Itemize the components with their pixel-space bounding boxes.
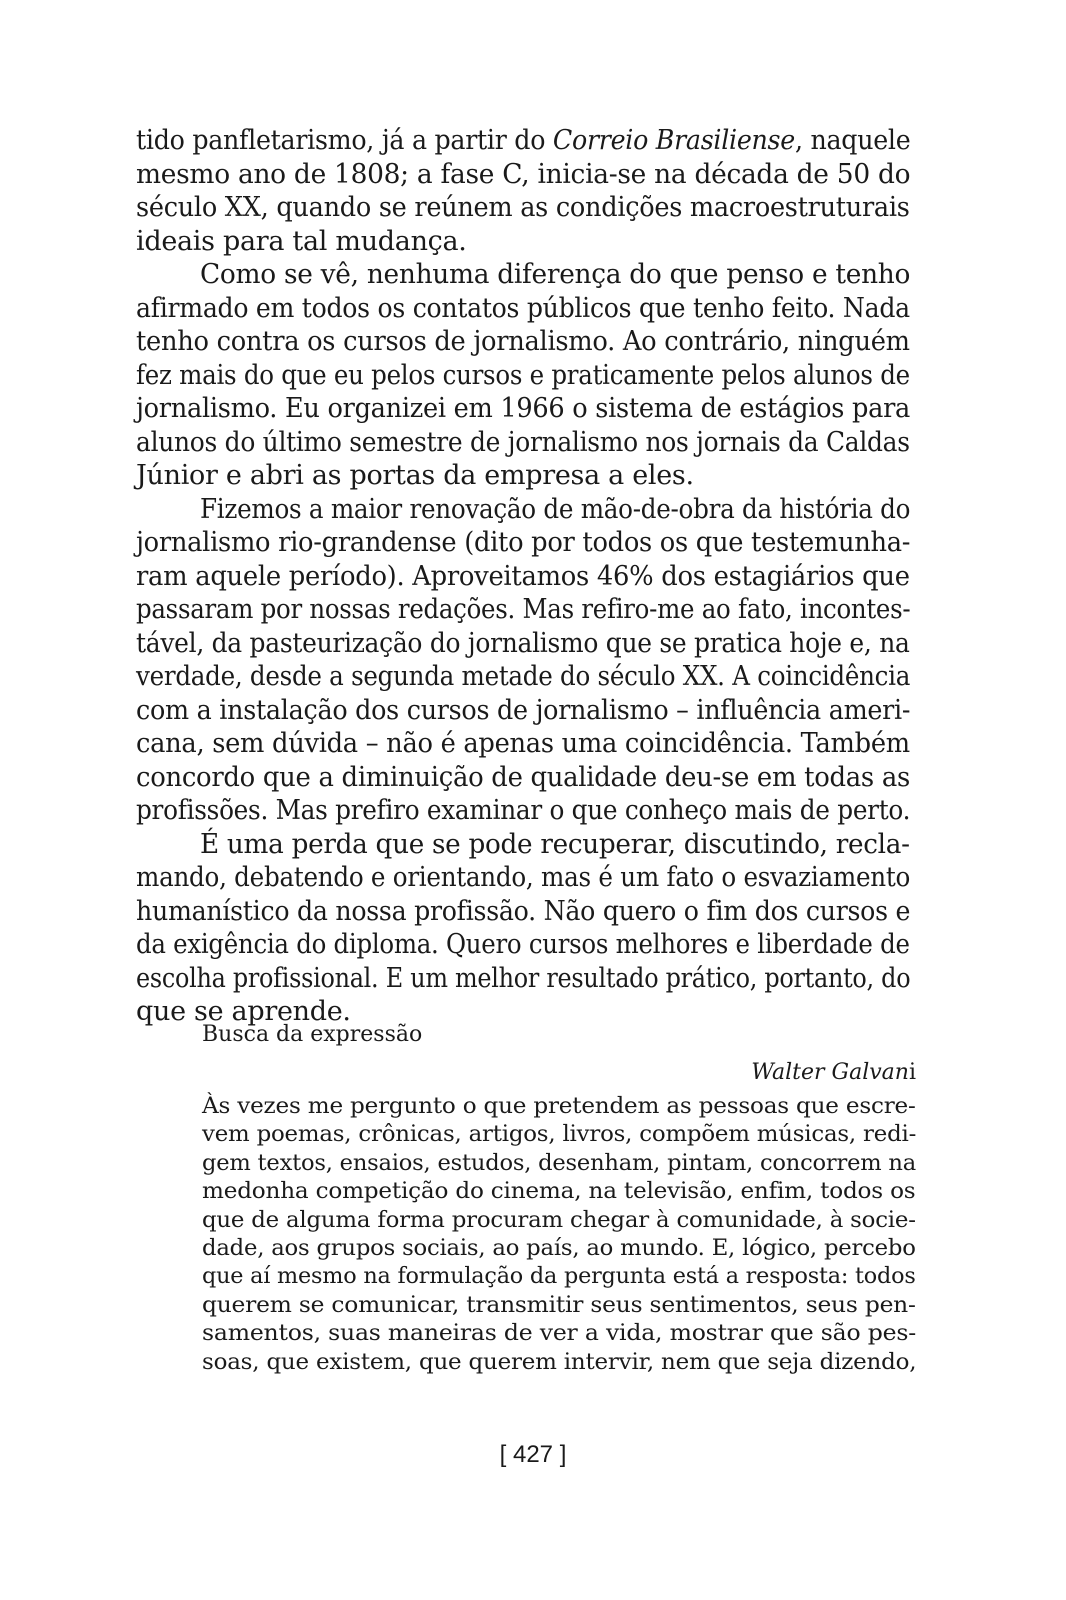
body-text-segment: verdade, desde a segunda metade do século XX. A coincidência <box>136 661 911 692</box>
body-text-segment: com a instalação dos cursos de jornalismo – influência ameri- <box>136 694 911 726</box>
section-title: Busca da expressão <box>202 1022 423 1047</box>
body-line <box>136 158 910 192</box>
body-line <box>136 426 910 460</box>
body-line <box>136 325 910 359</box>
body-line <box>136 694 910 728</box>
body-text-segment: da exigência do diploma. Quero cursos melhores e liberdade de <box>136 929 910 960</box>
body-line <box>200 493 910 527</box>
author-name: Walter Galvan <box>751 1060 909 1085</box>
body-line <box>136 593 910 627</box>
body-line <box>136 962 910 996</box>
italic-title-text: Correio Brasiliense <box>552 125 795 156</box>
body-line <box>136 124 910 158</box>
body-line <box>136 560 910 594</box>
body-text-segment: tenho contra os cursos de jornalismo. Ao contrário, ninguém <box>136 326 910 357</box>
body-line <box>136 761 910 795</box>
body-text-segment: concordo que a diminuição de qualidade deu-se em todas as <box>136 761 910 793</box>
body-line <box>136 392 910 426</box>
body-line <box>136 526 910 560</box>
body-line <box>136 794 910 828</box>
body-line <box>136 459 694 493</box>
body-text-segment: século XX, quando se reúnem as condições macroestruturais <box>136 192 910 223</box>
body-text-segment: profissões. Mas prefiro examinar o que conheço mais de perto. <box>136 795 911 826</box>
body-line <box>136 225 467 259</box>
body-line <box>136 861 910 895</box>
quote-line: soas, que existem, que querem intervir, nem que seja dizendo, <box>202 1349 917 1375</box>
body-text-segment: tável, da pasteurização do jornalismo que se pratica hoje e, na <box>136 627 910 659</box>
quote-line: samentos, suas maneiras de ver a vida, mostrar que são pes- <box>202 1321 916 1347</box>
quote-author <box>751 1058 916 1088</box>
body-text-segment: jornalismo. Eu organizei em 1966 o sistema de estágios para <box>136 393 911 424</box>
body-line <box>136 727 910 761</box>
quote-line: medonha competição do cinema, na televisão, enfim, todos os <box>202 1179 916 1205</box>
body-line <box>136 627 910 661</box>
quote-line: gem textos, ensaios, estudos, desenham, pintam, concorrem na <box>202 1150 916 1176</box>
body-text-segment: cana, sem dúvida – não é apenas uma coincidência. Também <box>136 728 910 759</box>
quote-line: querem se comunicar, transmitir seus sentimentos, seus pen- <box>202 1292 916 1318</box>
body-text-segment: Júnior e abri as portas da empresa a eles. <box>136 460 694 491</box>
body-line <box>136 191 910 225</box>
body-text-segment: mando, debatendo e orientando, mas é um fato o esvaziamento <box>136 862 910 893</box>
body-line <box>136 660 910 694</box>
page-number: [ 427 ] <box>499 1441 567 1468</box>
body-text-segment: alunos do último semestre de jornalismo nos jornais da Caldas <box>136 426 910 458</box>
body-text-segment: É uma perda que se pode recuperar, discutindo, recla- <box>200 828 910 860</box>
body-text-segment: mesmo ano de 1808; a fase C, inicia-se na década de 50 do <box>136 158 911 190</box>
author-name-tail: i <box>908 1060 916 1085</box>
body-line <box>136 895 910 929</box>
quote-line: vem poemas, crônicas, artigos, livros, compõem músicas, redi- <box>202 1122 917 1148</box>
body-text-segment: ram aquele período). Aproveitamos 46% dos estagiários que <box>136 560 910 592</box>
body-text-segment: passaram por nossas redações. Mas refiro-me ao fato, incontes- <box>136 594 911 625</box>
quote-line: Às vezes me pergunto o que pretendem as pessoas que escre- <box>202 1094 916 1119</box>
body-text-segment: tido panfletarismo, já a partir do <box>136 125 553 156</box>
quote-line: que aí mesmo na formulação da pergunta está a resposta: todos <box>202 1264 916 1290</box>
body-text-segment: fez mais do que eu pelos cursos e praticamente pelos alunos de <box>136 359 910 391</box>
body-text-segment: humanístico da nossa profissão. Não quero o fim dos cursos e <box>136 895 911 927</box>
body-text-segment: Como se vê, nenhuma diferença do que penso e tenho <box>200 259 911 290</box>
body-line <box>136 292 910 326</box>
quote-line: que de alguma forma procuram chegar à comunidade, à socie- <box>202 1207 916 1233</box>
body-text-segment: ideais para tal mudança. <box>136 225 467 257</box>
body-text-segment: Fizemos a maior renovação de mão-de-obra da história do <box>200 493 911 525</box>
body-text-segment: escolha profissional. E um melhor resultado prático, portanto, do <box>136 962 911 994</box>
body-text-segment: jornalismo rio-grandense (dito por todos os que testemunha- <box>136 527 911 558</box>
body-text-segment: , naquele <box>794 125 911 156</box>
body-line <box>200 828 910 862</box>
body-line <box>136 928 910 962</box>
body-text-segment: que se aprende. <box>136 996 351 1027</box>
body-line <box>200 258 910 292</box>
quote-line: dade, aos grupos sociais, ao país, ao mundo. E, lógico, percebo <box>202 1236 916 1261</box>
body-line <box>136 359 910 393</box>
body-text-segment: afirmado em todos os contatos públicos que tenho feito. Nada <box>136 292 910 324</box>
